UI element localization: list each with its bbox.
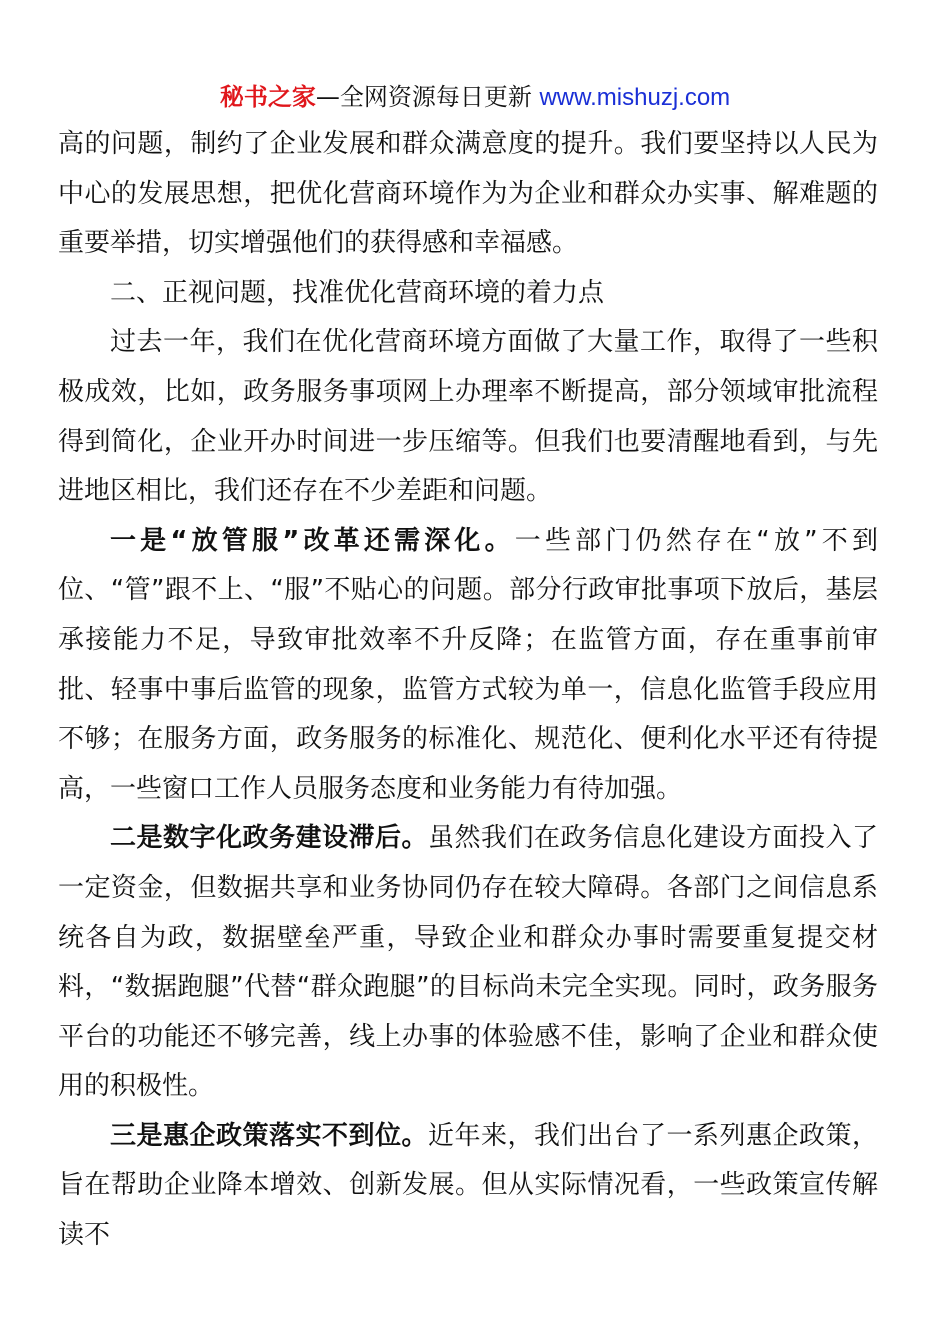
paragraph-point-three: [58, 1112, 878, 1261]
paragraph-continuation: 高的问题，制约了企业发展和群众满意度的提升。我们要坚持以人民为中心的发展思想，把优化营商环境作为为企业和群众办实事、解难题的重要举措，切实增强他们的获得感和幸福感。: [58, 129, 878, 259]
point-three-heading: 三是惠企政策落实不到位。: [110, 1120, 428, 1151]
document-body: [58, 120, 878, 1261]
point-three-text: 近年来，我们出台了一系列惠企政策，旨在帮助企业降本增效、创新发展。但从实际情况看，一些政策宣传解读不: [58, 1120, 878, 1251]
paragraph-point-one: [58, 517, 878, 815]
paragraph-overview: 过去一年，我们在优化营商环境方面做了大量工作，取得了一些积极成效，比如，政务服务事项网上办理率不断提高，部分领域审批流程得到简化，企业开办时间进一步压缩等。但我们也要清醒地看到，与先进地区相比，我们还存在不少差距和问题。: [58, 327, 878, 507]
site-tagline: —全网资源每日更新: [315, 83, 532, 111]
paragraph-point-two: [58, 814, 878, 1112]
point-two-heading: 二是数字化政务建设滞后。: [110, 823, 428, 854]
point-one-heading: 一是“放管服”改革还需深化。: [110, 525, 515, 556]
section-heading: 二、正视问题，找准优化营商环境的着力点: [110, 277, 605, 308]
site-brand: 秘书之家: [219, 83, 316, 111]
point-two-text: 虽然我们在政务信息化建设方面投入了一定资金，但数据共享和业务协同仍存在较大障碍。各部门之间信息系统各自为政，数据壁垒严重，导致企业和群众办事时需要重复提交材料，“数据跑腿”代替“群众跑腿”的目标尚未完全实现。同时，政务服务平台的功能还不够完善，线上办事的体验感不佳，影响了企业和群众使用的积极性。: [58, 823, 878, 1102]
page-header: [0, 80, 950, 115]
site-url-link[interactable]: www.mishuzj.com: [539, 84, 731, 111]
point-one-text: 一些部门仍然存在“放”不到位、“管”跟不上、“服”不贴心的问题。部分行政审批事项下放后，基层承接能力不足，导致审批效率不升反降；在监管方面，存在重事前审批、轻事中事后监管的现象，监管方式较为单一，信息化监管手段应用不够；在服务方面，政务服务的标准化、规范化、便利化水平还有待提高，一些窗口工作人员服务态度和业务能力有待加强。: [58, 525, 878, 804]
